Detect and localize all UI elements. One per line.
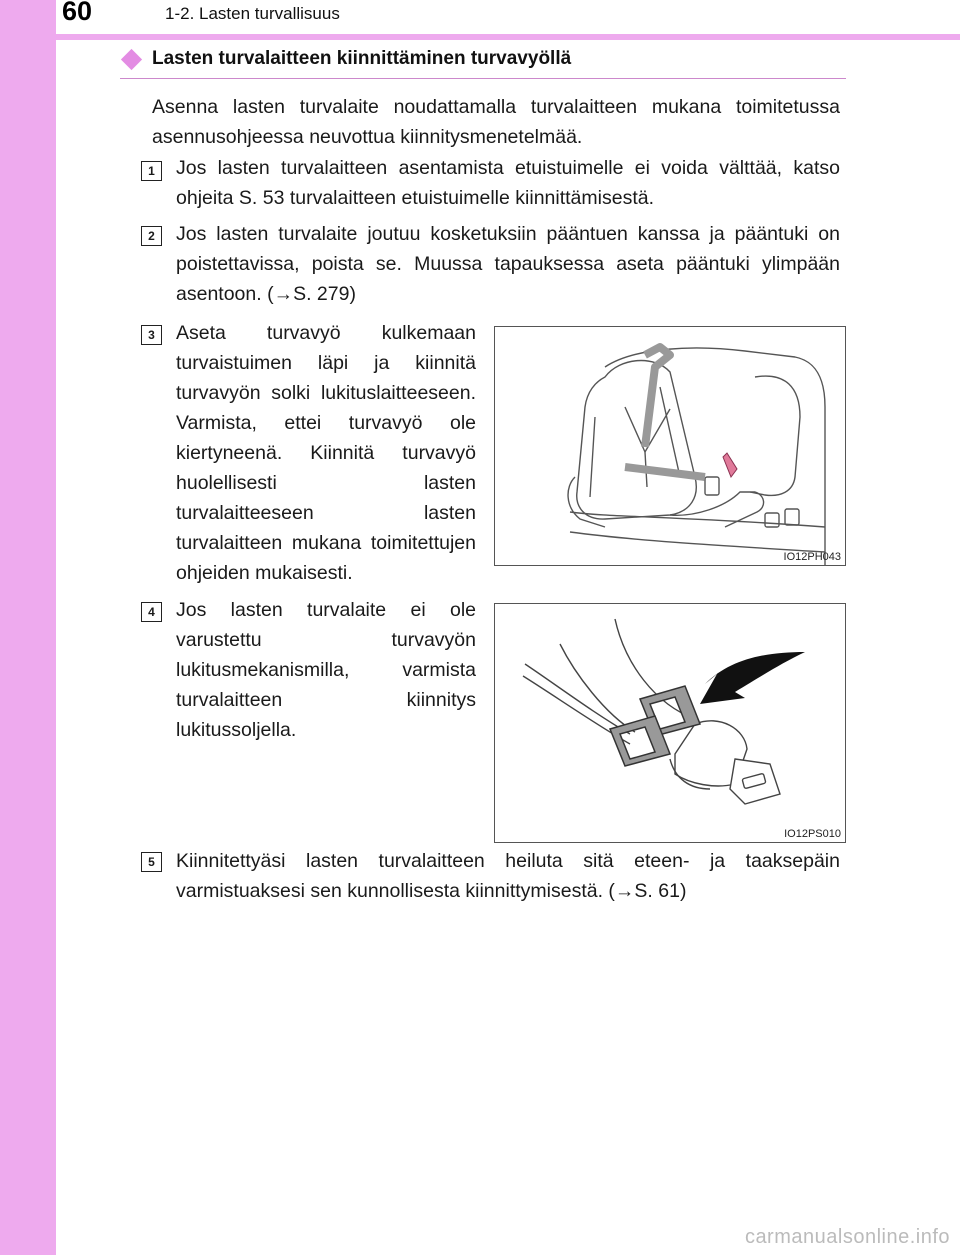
section-header [120, 46, 846, 79]
locking-clip-illustration [495, 604, 845, 842]
footer-credit: carmanualsonline.info [744, 1226, 950, 1248]
step-number-5: 5 [141, 852, 162, 872]
step-text-4: Jos lasten turvalaite ei ole varustettu turvavyön lukitusmekanismilla, varmista turvalaitteen kiinnitys lukitussoljella. [176, 599, 476, 741]
step-text-1: Jos lasten turvalaitteen asentamista etuistuimelle ei voida välttää, katso ohjeita S. 53 turvalaitteen etuistuimelle kiinnittämisestä. [176, 157, 840, 209]
step-number-2: 2 [141, 226, 162, 246]
step-text-3: Aseta turvavyö kulkemaan turvaistuimen läpi ja kiinnitä turvavyön solki lukituslaitteeseen. Varmista, ettei turvavyö ole kiertyneenä. Kiinnitä turvavyö huolellisesti lasten turvalaitteeseen lasten turvalaitteen mukana toimitettujen ohjeiden mukaisesti. [176, 322, 476, 584]
chapter-title: 1-2. Lasten turvallisuus [165, 4, 340, 23]
step-text-5: Kiinnitettyäsi lasten turvalaitteen heiluta sitä eteen- ja taaksepäin varmistuaksesi sen kunnollisesta kiinnittymisestä. (→S. 61) [176, 850, 840, 902]
header-rule [56, 34, 960, 40]
side-color-band [0, 0, 56, 1255]
diamond-bullet-icon [121, 49, 142, 70]
section-title: Lasten turvalaitteen kiinnittäminen turvavyöllä [152, 48, 572, 69]
intro-paragraph: Asenna lasten turvalaite noudattamalla turvalaitteen mukana toimitetussa asennusohjeessa neuvottua kiinnitysmenetelmää. [152, 96, 840, 148]
step-number-1: 1 [141, 161, 162, 181]
step-text-2: Jos lasten turvalaite joutuu kosketuksiin pääntuen kanssa ja pääntuki on poistettavissa, poista se. Muussa tapauksessa aseta pääntuki ylimpään asentoon. (→S. 279) [176, 223, 840, 305]
figure-code-1: IO12PH043 [783, 551, 841, 563]
page-number: 60 [62, 0, 93, 26]
locking-clip-figure [494, 603, 846, 843]
step-number-3: 3 [141, 325, 162, 345]
child-seat-illustration [495, 327, 845, 565]
child-seat-figure [494, 326, 846, 566]
step-number-4: 4 [141, 602, 162, 622]
figure-code-2: IO12PS010 [784, 828, 841, 840]
